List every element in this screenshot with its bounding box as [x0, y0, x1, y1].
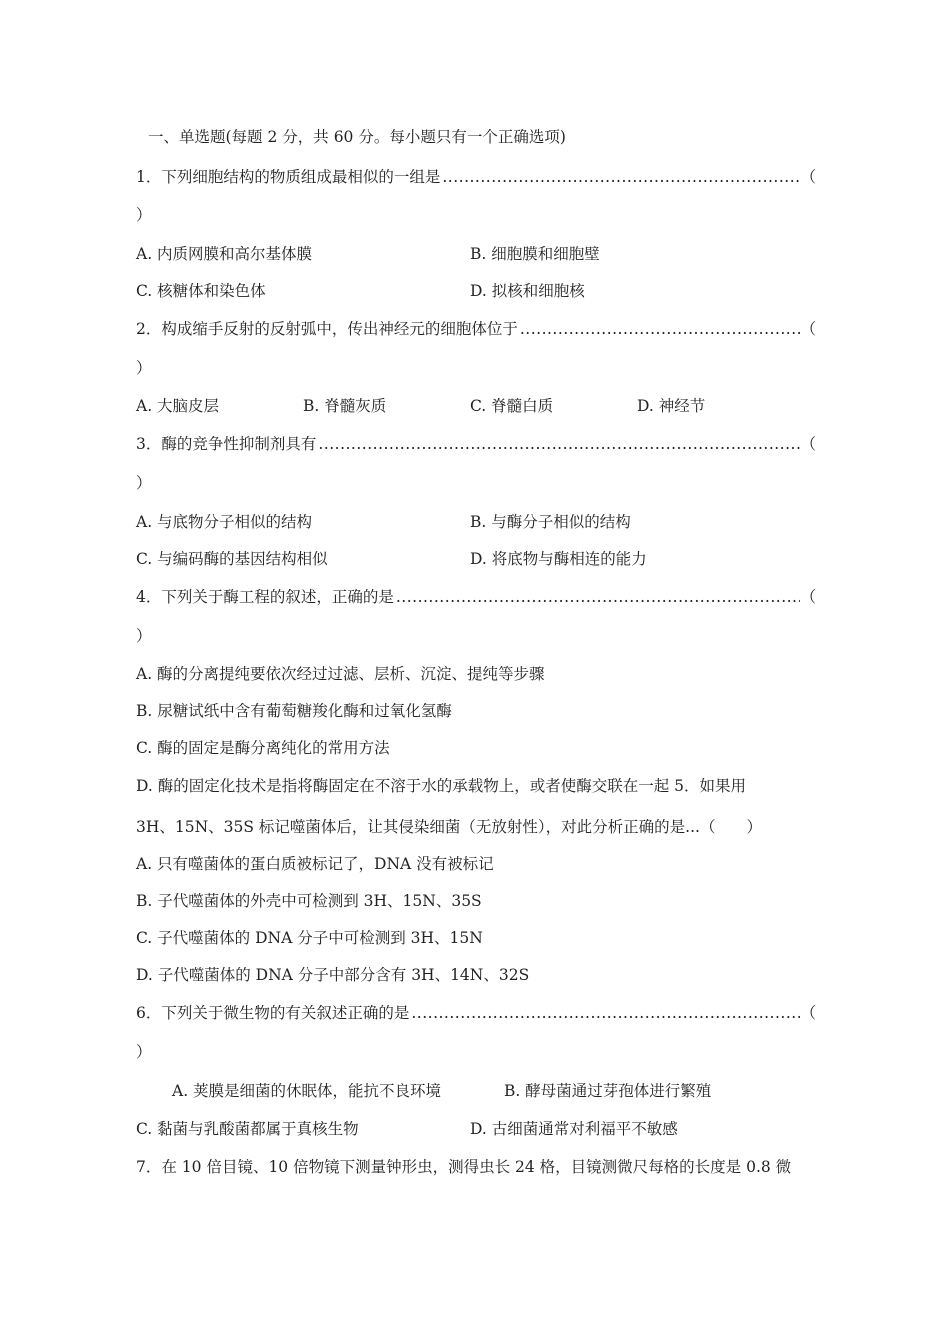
section-title: 一、单选题(每题 2 分，共 60 分。每小题只有一个正确选项) [148, 128, 566, 146]
question-5-option-b: B. 子代噬菌体的外壳中可检测到 3H、15N、35S [136, 892, 482, 910]
question-2-stem [136, 318, 816, 340]
question-2-option-d: D. 神经节 [637, 397, 706, 415]
question-1-option-c: C. 核糖体和染色体 [136, 282, 266, 300]
answer-paren-close: ） [136, 206, 152, 224]
question-6-option-c: C. 黏菌与乳酸菌都属于真核生物 [136, 1120, 359, 1138]
question-4-option-a: A. 酶的分离提纯要依次经过过滤、层析、沉淀、提纯等步骤 [136, 665, 545, 683]
question-3-stem [136, 433, 816, 455]
leader-dots [318, 433, 800, 455]
answer-paren-open: （ [800, 588, 816, 606]
question-1-stem [136, 166, 816, 188]
question-4-text: 4．下列关于酶工程的叙述，正确的是 [136, 588, 394, 606]
question-2-option-a: A. 大脑皮层 [136, 397, 220, 415]
question-2-text: 2．构成缩手反射的反射弧中，传出神经元的细胞体位于 [136, 320, 518, 338]
question-3-option-b: B. 与酶分子相似的结构 [470, 513, 631, 531]
question-3-text: 3．酶的竞争性抑制剂具有 [136, 435, 317, 453]
question-4-option-c: C. 酶的固定是酶分离纯化的常用方法 [136, 739, 390, 757]
question-4-option-b: B. 尿糖试纸中含有葡萄糖羧化酶和过氧化氢酶 [136, 702, 452, 720]
question-7-stem: 7．在 10 倍目镜、10 倍物镜下测量钟形虫，测得虫长 24 格，目镜测微尺每格的长度是 0.8 微 [136, 1158, 792, 1176]
question-5-option-d: D. 子代噬菌体的 DNA 分子中部分含有 3H、14N、32S [136, 966, 530, 984]
answer-paren-open: （ [800, 1004, 816, 1022]
question-6-text: 6．下列关于微生物的有关叙述正确的是 [136, 1004, 410, 1022]
question-3-option-a: A. 与底物分子相似的结构 [136, 513, 313, 531]
question-4-option-d: D. 酶的固定化技术是指将酶固定在不溶于水的承载物上，或者使酶交联在一起 5．如果用 [136, 777, 747, 795]
question-2-option-b: B. 脊髓灰质 [303, 397, 387, 415]
question-3-option-c: C. 与编码酶的基因结构相似 [136, 550, 328, 568]
question-2-option-c: C. 脊髓白质 [470, 397, 554, 415]
leader-dots [411, 1002, 800, 1024]
question-5-option-c: C. 子代噬菌体的 DNA 分子中可检测到 3H、15N [136, 929, 483, 947]
answer-paren-open: （ [800, 168, 816, 186]
leader-dots [520, 318, 801, 340]
question-3-option-d: D. 将底物与酶相连的能力 [470, 550, 647, 568]
leader-dots [442, 166, 800, 188]
answer-paren-close: ） [136, 474, 152, 492]
question-6-option-d: D. 古细菌通常对利福平不敏感 [470, 1120, 678, 1138]
question-6-option-a: A. 荚膜是细菌的休眠体，能抗不良环境 [172, 1082, 442, 1100]
question-6-stem [136, 1002, 816, 1024]
answer-paren-open: （ [800, 435, 816, 453]
question-4-stem [136, 586, 816, 608]
leader-dots [396, 586, 801, 608]
answer-paren-close: ） [136, 627, 152, 645]
question-5-stem: 3H、15N、35S 标记噬菌体后，让其侵染细菌（无放射性），对此分析正确的是...（ ） [136, 818, 762, 836]
question-5-option-a: A. 只有噬菌体的蛋白质被标记了，DNA 没有被标记 [136, 855, 494, 873]
question-1-option-d: D. 拟核和细胞核 [470, 282, 585, 300]
question-6-option-b: B. 酵母菌通过芽孢体进行繁殖 [504, 1082, 712, 1100]
question-1-option-b: B. 细胞膜和细胞壁 [470, 245, 600, 263]
answer-paren-close: ） [136, 359, 152, 377]
question-1-text: 1．下列细胞结构的物质组成最相似的一组是 [136, 168, 441, 186]
answer-paren-open: （ [800, 320, 816, 338]
question-1-option-a: A. 内质网膜和高尔基体膜 [136, 245, 313, 263]
answer-paren-close: ） [136, 1043, 152, 1061]
